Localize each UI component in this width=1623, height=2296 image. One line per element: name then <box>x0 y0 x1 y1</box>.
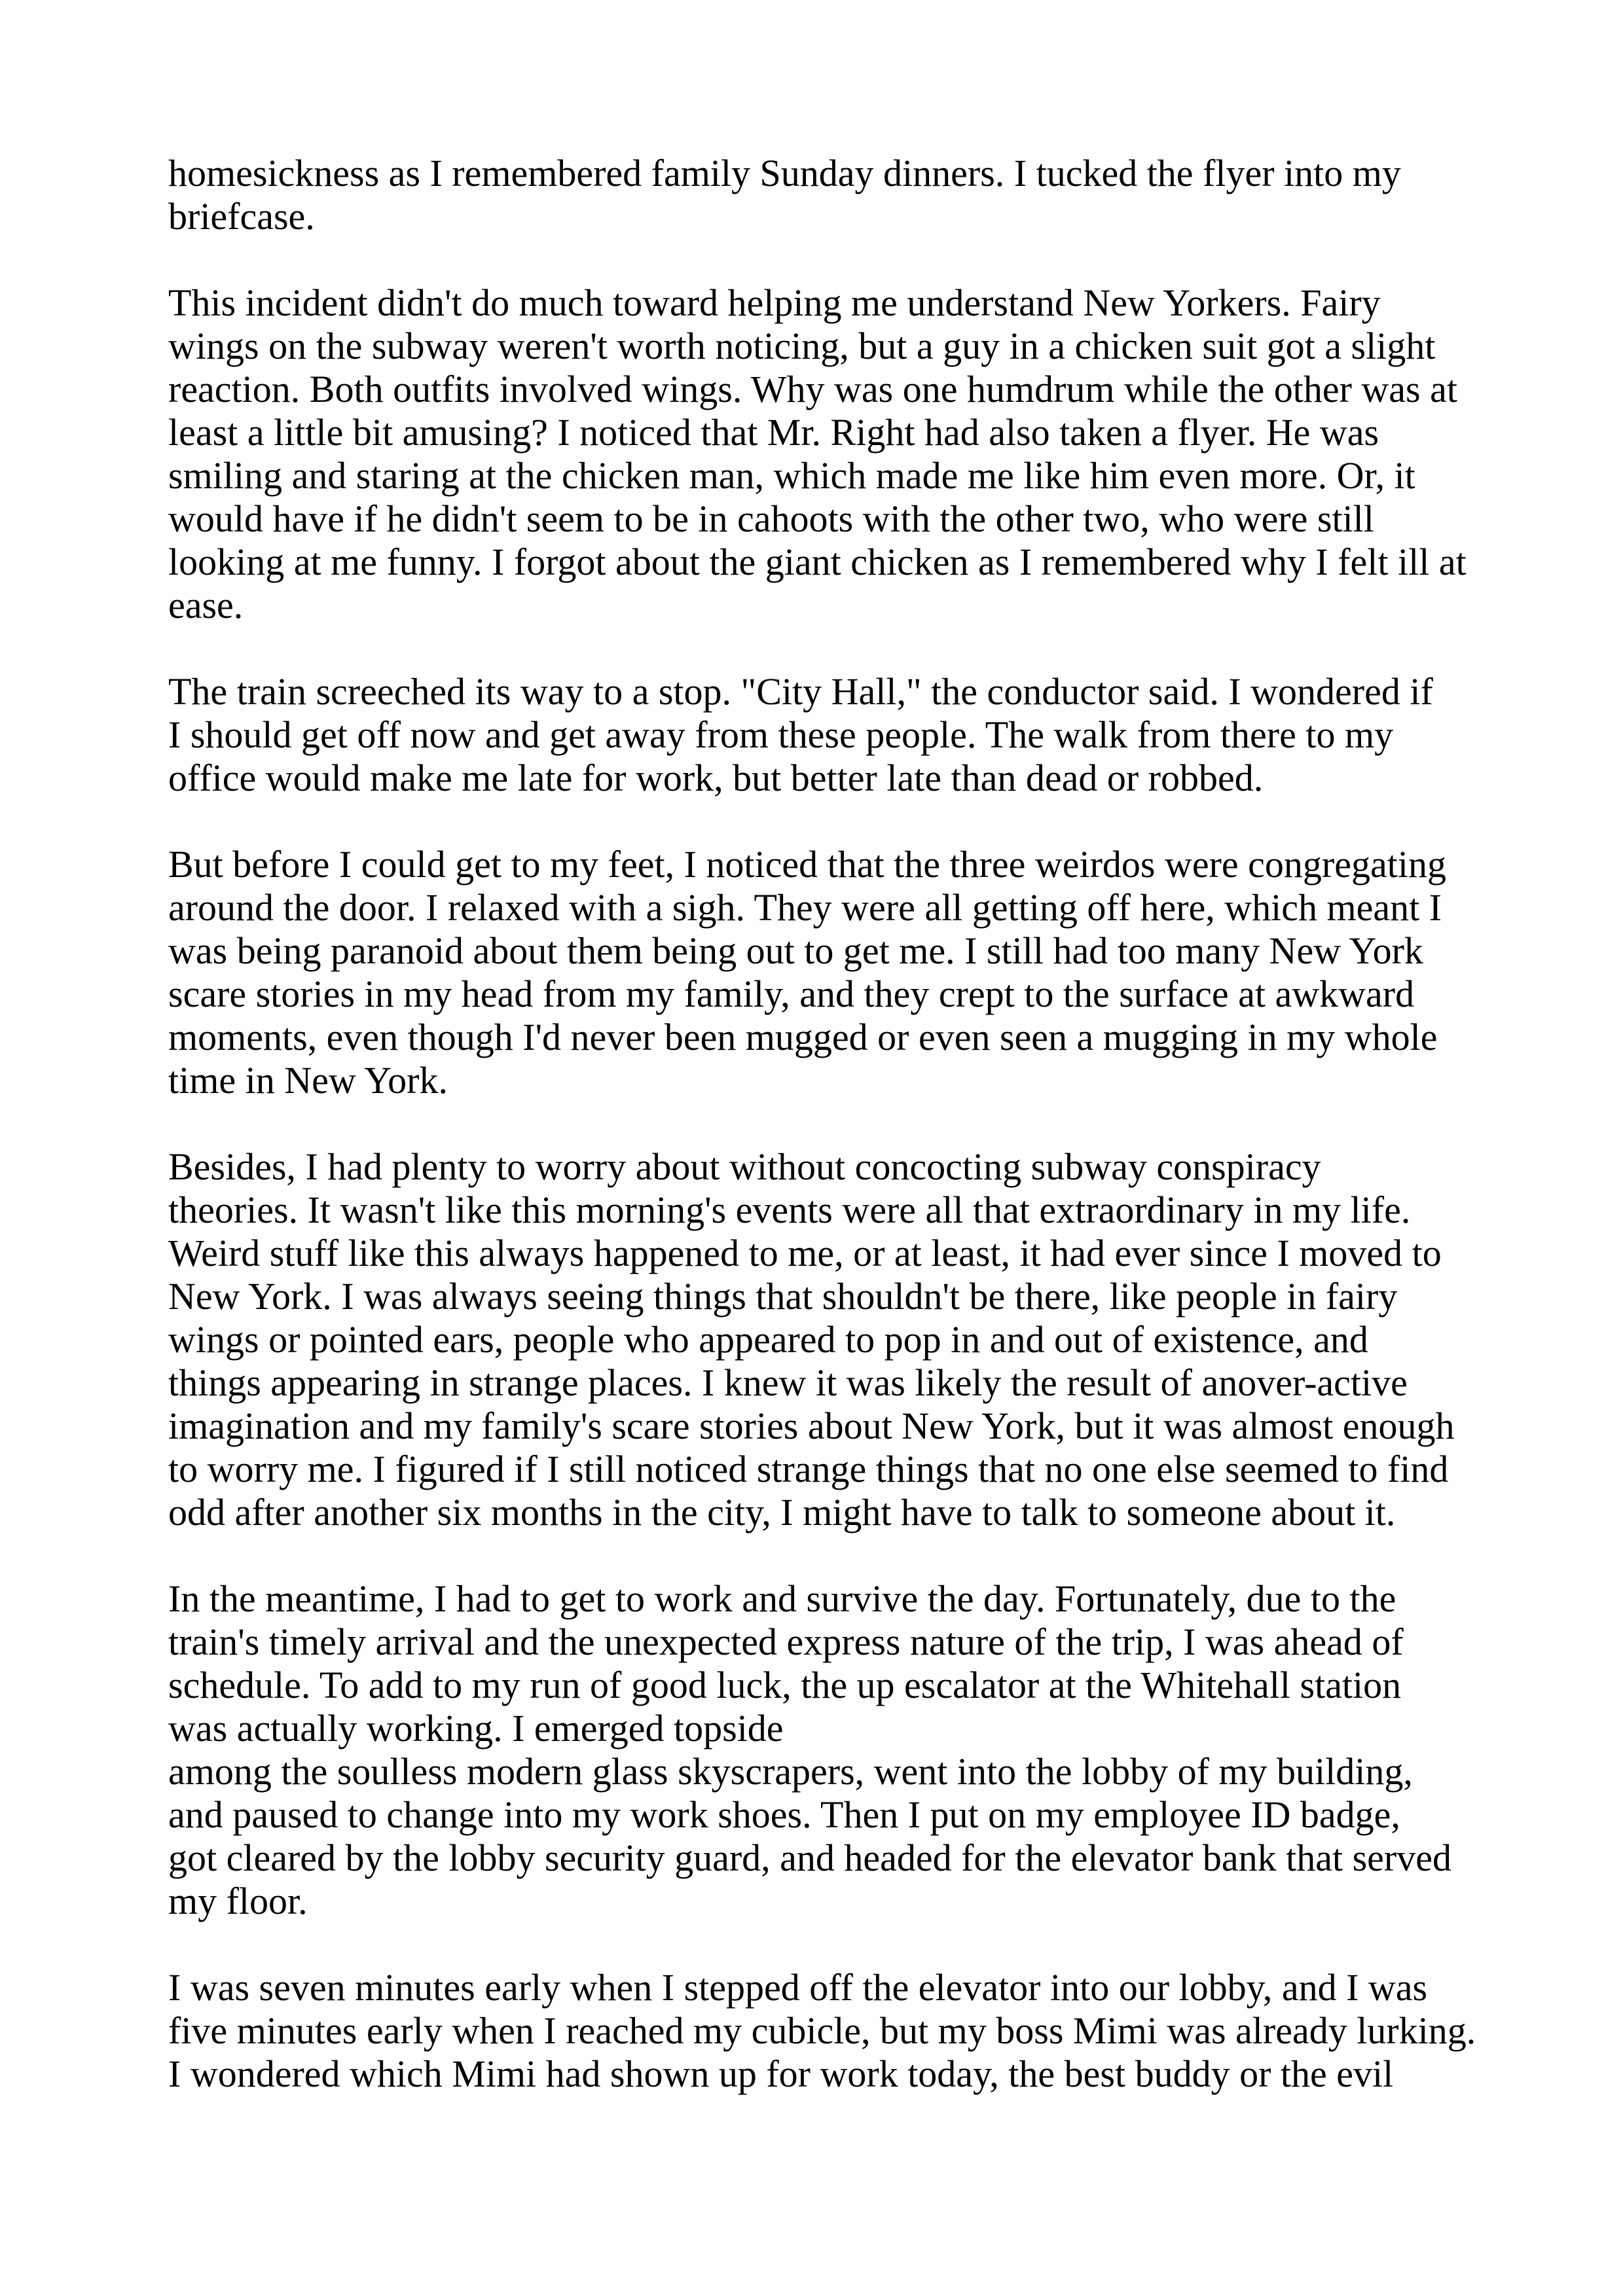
paragraph-3: The train screeched its way to a stop. "City Hall," the conductor said. I wondered if I should get off now and get away from these people. The walk from there to my office would make me late for work, but better late than dead or robbed. <box>168 670 1433 799</box>
paragraph-2: This incident didn't do much toward helping me understand New Yorkers. Fairy wings on the subway weren't worth noticing, but a guy in a chicken suit got a slight reaction. Both outfits involved wings. Why was one humdrum while the other was at least a little bit amusing? I noticed that Mr. Right had also taken a flyer. He was smiling and staring at the chicken man, which made me like him even more. Or, it would have if he didn't seem to be in cahoots with the other two, who were still looking at me funny. I forgot about the giant chicken as I remembered why I felt ill at ease. <box>168 281 1467 626</box>
paragraph-1: homesickness as I remembered family Sunday dinners. I tucked the flyer into my briefcase. <box>168 152 1401 238</box>
paragraph-7: I was seven minutes early when I stepped off the elevator into our lobby, and I was five minutes early when I reached my cubicle, but my boss Mimi was already lurking. I wondered which Mimi had shown up for work today, the best buddy or the evil <box>168 1966 1476 2095</box>
paragraph-5: Besides, I had plenty to worry about without concocting subway conspiracy theories. It wasn't like this morning's events were all that extraordinary in my life. Weird stuff like this always happened to me, or at least, it had ever since I moved to New York. I was always seeing things that shouldn't be there, like people in fairy wings or pointed ears, people who appeared to pop in and out of existence, and things appearing in strange places. I knew it was likely the result of anover-active imagination and my family's scare stories about New York, but it was almost enough to worry me. I figured if I still noticed strange things that no one else seemed to find odd after another six months in the city, I might have to talk to someone about it. <box>168 1145 1455 1534</box>
paragraph-4: But before I could get to my feet, I noticed that the three weirdos were congregating around the door. I relaxed with a sigh. They were all getting off here, which meant I was being paranoid about them being out to get me. I still had too many New York scare stories in my head from my family, and they crept to the surface at awkward moments, even though I'd never been mugged or even seen a mugging in my whole time in New York. <box>168 843 1446 1102</box>
paragraph-6: In the meantime, I had to get to work and survive the day. Fortunately, due to the train's timely arrival and the unexpected express nature of the trip, I was ahead of schedule. To add to my run of good luck, the up escalator at the Whitehall station was actually working. I emerged topside among the soulless modern glass skyscrapers, went into the lobby of my building, and paused to change into my work shoes. Then I put on my employee ID badge, got cleared by the lobby security guard, and headed for the elevator bank that served my floor. <box>168 1577 1451 1922</box>
body-text <box>168 152 1484 2096</box>
